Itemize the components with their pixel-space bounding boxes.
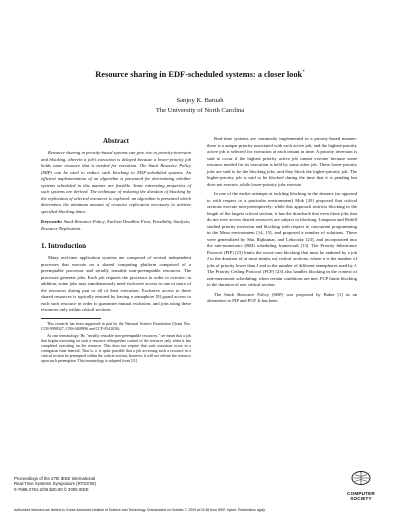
body-paragraph: The Stack Resource Policy (SRP) was proposed by Baker [1] as an alternative to PIP and PCP. It has been	[207, 291, 357, 303]
author-affiliation: The University of North Carolina	[155, 106, 245, 114]
paper-title-text: Resource sharing in EDF-scheduled systems: a closer look	[95, 69, 303, 79]
keywords-text: Stack Resource Policy; Earliest Deadline First; Feasibility Analysis; Resource Replication.	[41, 219, 191, 231]
logo-text-line: COMPUTER	[347, 491, 375, 496]
author-name: Sanjoy K. Baruah	[176, 97, 224, 104]
abstract-text: Resource sharing in priority-based systems can give rise to priority-inversion and blocking, wherein a job's execution is delayed because a lower-priority job holds some resource that is needed for execution. The Stack Resource Policy (SRP) can be used to reduce such blocking in EDF-scheduled systems. An efficient implementation of an algorithm is presented for determining whether systems scheduled in this manner are feasible. Some interesting properties of such systems are derived. The technique of reducing the duration of blocking by the replication of selected resources is explored: an algorithm is presented which determines the minimum amount of resource replication necessary to achieve specified blocking times.	[41, 150, 191, 214]
footnote: As one terminology: By "serially reusable non-preemptable resources," we mean that a job that begins executing on such a resource relinquishes control of the resource only when it has completed executing on the resource. This does not require that such execution occur in a contiguous time interval. That is, it is quite possible that a job accessing such a resource in a critical section be preempted within the critical section; however, it will not release the resource upon such preemption. This terminology is adopted from [11].	[41, 333, 191, 363]
keywords	[41, 219, 191, 232]
authorized-use-notice: Authorized licensed use limited to: Korea Advanced Institute of Science and Technology. Downloaded on October 7, 2009 at 01:38 from IEEE Xplore. Restrictions apply.	[14, 508, 266, 512]
abstract-heading: Abstract	[102, 137, 130, 145]
body-paragraph: In one of the earlier attempts at tackling blocking in the abstract (as opposed to with respect to a particular environment) Mok [20] proposed that critical sections execute non-preemptively; while this approach restricts blocking to the length of the largest critical section, it has the drawback that even those jobs that do not ever access shared resources are subject to blocking. Lampson and Redell studied priority inversion and blocking with respect to concurrent programming in the Mesa environment [14, 15], and proposed a number of solutions. These were generalized by Sha, Rajkumar, and Lehoczky [23], and incorporated into the rate-monotonic (RM) scheduling framework [13]. The Priority Inheritance Protocol (PIP) [23] limits the worst-case blocking that must be endured by a job J to the duration of at most min(n, m) critical sections, where n is the number of jobs of priority lower than J and m the number of different semaphores used by J. The Priority Ceiling Protocol (PCP) [23] also handles blocking in the context of rate-monotonic scheduling; when certain conditions are met, PCP limits blocking to the duration of one critical section.	[207, 191, 357, 287]
author-block	[30, 96, 370, 115]
body-paragraph: Real-time systems are commonly implemented in a priority-based manner: there is a unique priority associated with each active job, and the highest-priority active job is selected for execution at each instant in time. A priority inversion is said to occur if the highest priority active job cannot execute because some resource needed for its execution is held by some other job. These lower-priority jobs are said to be the blocking jobs, and they block the higher-priority job. The higher-priority job is said to be blocked during the time that it is pending but does not execute, while lower-priority jobs execute.	[207, 136, 357, 187]
proceedings-footer	[14, 476, 224, 492]
right-column	[207, 136, 357, 308]
proceedings-line: Real-Time Systems Symposium (RTSS'06)	[14, 481, 97, 487]
paper-title	[30, 68, 370, 80]
proceedings-line: Proceedings of the 27th IEEE International	[14, 476, 96, 481]
logo-text-line: SOCIETY	[350, 496, 372, 501]
introduction-paragraph: Many real-time application systems are composed of several independent processes that execute on a shared computing platform comprised of a preemptable processor and serially reusable non-preemptable resources. The processes generate jobs. Each job requires the processor in order to execute; in addition, some jobs may simultaneously need exclusive access to one or more of the resources during part or all of their execution. Exclusive access to these shared resources is typically ensured by having a semaphore [9] guard access to each such resource in order to guarantee mutual exclusion, and jobs using these resources only within critical sections.	[41, 255, 191, 312]
title-footnote-mark: *	[302, 70, 305, 75]
footnote-divider	[41, 318, 101, 319]
proceedings-line: 0-7695-2761-2/06 $20.00 © 2006 IEEE	[14, 486, 89, 492]
footnote: This research has been supported in part by the National Science Foundation (Grant Nos. CCR-9988327, CNS-0408996 and CCF-0541056).	[41, 321, 191, 331]
computer-society-logo	[338, 470, 384, 501]
left-column	[41, 136, 191, 366]
keywords-label: Keywords:	[41, 219, 63, 224]
computer-society-emblem-icon	[350, 470, 372, 486]
introduction-heading: 1. Introduction	[41, 242, 86, 250]
